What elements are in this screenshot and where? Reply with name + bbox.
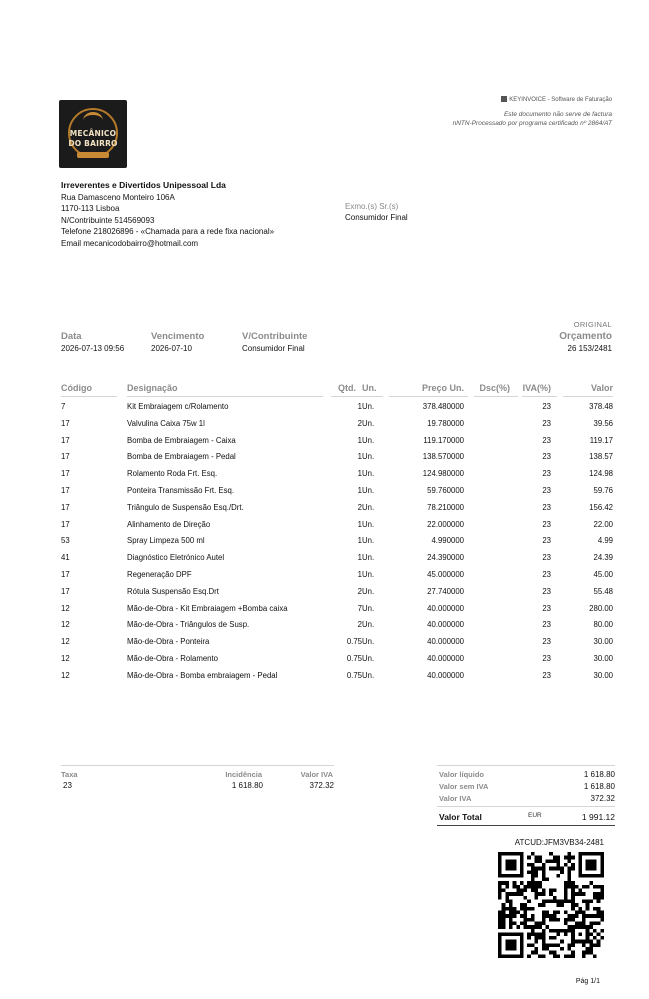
cell-unit: Un. bbox=[362, 536, 375, 546]
table-row bbox=[6, 536, 646, 553]
cell-iva: 23 bbox=[542, 553, 551, 563]
company-logo bbox=[59, 100, 127, 168]
cell-code: 17 bbox=[61, 519, 70, 529]
cell-unit: Un. bbox=[362, 435, 375, 445]
cell-iva: 23 bbox=[542, 469, 551, 479]
cell-iva: 23 bbox=[542, 502, 551, 512]
cell-code: 12 bbox=[61, 603, 70, 613]
table-row bbox=[6, 620, 646, 637]
table-row bbox=[6, 402, 646, 419]
cell-price: 40.000000 bbox=[427, 670, 464, 680]
col-unit-header: Un. bbox=[362, 383, 377, 393]
cell-code: 53 bbox=[61, 536, 70, 546]
cell-value: 4.99 bbox=[597, 536, 613, 546]
cell-code: 17 bbox=[61, 418, 70, 428]
cell-desc: Rótula Suspensão Esq.Drt bbox=[127, 586, 219, 596]
cell-qty: 7 bbox=[357, 603, 362, 613]
document-page bbox=[6, 84, 646, 996]
cell-price: 119.170000 bbox=[423, 435, 464, 445]
cell-qty: 0.75 bbox=[346, 654, 362, 663]
cell-iva: 23 bbox=[542, 620, 551, 630]
cell-unit: Un. bbox=[362, 654, 375, 663]
vat-total-label: Valor IVA bbox=[439, 794, 472, 803]
wrench-icon bbox=[83, 112, 103, 129]
cell-desc: Bomba de Embraiagem - Pedal bbox=[127, 452, 236, 462]
software-brand-name: KEYINVOICE bbox=[509, 97, 546, 103]
table-row bbox=[6, 587, 646, 604]
header-rule bbox=[61, 396, 117, 397]
cell-desc: Rolamento Roda Frt. Esq. bbox=[127, 469, 218, 479]
tax-base-value: 1 618.80 bbox=[231, 781, 263, 790]
logo-banner bbox=[77, 152, 109, 158]
table-row bbox=[6, 469, 646, 486]
vat-value: Consumidor Final bbox=[242, 344, 305, 353]
tax-vat-value: 372.32 bbox=[309, 781, 334, 790]
cell-qty: 1 bbox=[357, 402, 362, 411]
company-address2: 1170-113 Lisboa bbox=[61, 204, 120, 213]
cell-desc: Mão-de-Obra - Bomba embraiagem - Pedal bbox=[127, 670, 278, 680]
cell-value: 138.57 bbox=[589, 452, 613, 462]
cell-iva: 23 bbox=[542, 452, 551, 462]
cell-price: 40.000000 bbox=[427, 620, 464, 630]
table-row bbox=[6, 452, 646, 469]
cell-code: 12 bbox=[61, 654, 70, 663]
cell-qty: 2 bbox=[357, 418, 362, 428]
cell-desc: Triângulo de Suspensão Esq./Drt. bbox=[127, 502, 244, 512]
cell-desc: Mão-de-Obra - Rolamento bbox=[127, 654, 219, 663]
cell-unit: Un. bbox=[362, 469, 375, 479]
cell-code: 17 bbox=[61, 435, 70, 445]
net-value: 1 618.80 bbox=[583, 770, 615, 779]
keyinvoice-icon bbox=[501, 96, 507, 102]
table-row bbox=[6, 671, 646, 688]
cell-price: 40.000000 bbox=[427, 654, 464, 663]
cell-value: 24.39 bbox=[593, 553, 613, 563]
header-rule bbox=[389, 396, 468, 397]
due-value: 2026-07-10 bbox=[151, 344, 192, 353]
col-price-header: Preço Un. bbox=[421, 383, 464, 393]
cell-unit: Un. bbox=[362, 502, 375, 512]
table-row bbox=[6, 570, 646, 587]
tax-rule bbox=[61, 765, 334, 766]
header-rule bbox=[127, 396, 323, 397]
client-info bbox=[345, 201, 408, 223]
cell-qty: 1 bbox=[357, 570, 362, 579]
vat-label: V/Contribuinte bbox=[242, 331, 308, 342]
due-label: Vencimento bbox=[151, 331, 205, 342]
net-label: Valor líquido bbox=[439, 770, 485, 779]
cell-price: 19.780000 bbox=[427, 418, 464, 428]
cell-code: 41 bbox=[61, 553, 70, 563]
company-name: Irreverentes e Divertidos Unipessoal Lda bbox=[61, 180, 226, 190]
cell-value: 119.17 bbox=[589, 435, 613, 445]
cell-value: 30.00 bbox=[593, 637, 613, 647]
cell-code: 7 bbox=[61, 402, 66, 411]
cell-code: 12 bbox=[61, 620, 70, 630]
cell-unit: Un. bbox=[362, 637, 375, 647]
cell-desc: Valvulina Caixa 75w 1l bbox=[127, 418, 205, 428]
header-rule bbox=[563, 396, 613, 397]
cell-unit: Un. bbox=[362, 519, 375, 529]
cell-price: 138.570000 bbox=[422, 452, 464, 462]
no-vat-label: Valor sem IVA bbox=[439, 782, 489, 791]
cell-iva: 23 bbox=[542, 586, 551, 596]
table-row bbox=[6, 503, 646, 520]
cell-qty: 0.75 bbox=[346, 670, 362, 680]
cell-iva: 23 bbox=[542, 670, 551, 680]
table-row bbox=[6, 486, 646, 503]
table-row bbox=[6, 637, 646, 654]
cell-qty: 1 bbox=[357, 452, 362, 462]
cell-unit: Un. bbox=[362, 402, 375, 411]
cell-unit: Un. bbox=[362, 603, 375, 613]
cell-iva: 23 bbox=[542, 519, 551, 529]
cell-qty: 1 bbox=[357, 486, 362, 495]
table-row bbox=[6, 604, 646, 621]
cell-price: 45.000000 bbox=[427, 570, 464, 579]
cell-code: 17 bbox=[61, 502, 70, 512]
cell-qty: 1 bbox=[357, 519, 362, 529]
cell-qty: 0.75 bbox=[346, 637, 362, 647]
no-vat-value: 1 618.80 bbox=[583, 782, 615, 791]
cell-price: 124.980000 bbox=[422, 469, 464, 479]
logo-line2: DO BAIRRO bbox=[68, 139, 118, 148]
cell-unit: Un. bbox=[362, 418, 375, 428]
copy-label: ORIGINAL bbox=[573, 320, 612, 329]
top-margin bbox=[0, 0, 649, 82]
company-address1: Rua Damasceno Monteiro 106A bbox=[61, 192, 175, 202]
cell-iva: 23 bbox=[542, 570, 551, 579]
cell-qty: 1 bbox=[357, 435, 362, 445]
cell-desc: Mão-de-Obra - Triângulos de Susp. bbox=[127, 620, 250, 630]
cell-code: 12 bbox=[61, 637, 70, 647]
cell-desc: Ponteira Transmissão Frt. Esq. bbox=[127, 486, 235, 495]
cell-value: 156.42 bbox=[589, 502, 613, 512]
cell-price: 24.390000 bbox=[427, 553, 464, 563]
logo-line1: MECÂNICO bbox=[69, 129, 117, 138]
page-number: Pág 1/1 bbox=[575, 978, 600, 985]
cell-iva: 23 bbox=[542, 435, 551, 445]
totals-rule bbox=[437, 806, 615, 807]
cell-value: 45.00 bbox=[593, 570, 613, 579]
cell-value: 55.48 bbox=[593, 586, 613, 596]
certification-note: nNTN-Processado por programa certificado nº 2864/AT bbox=[452, 120, 612, 127]
cell-value: 30.00 bbox=[593, 670, 613, 680]
cell-qty: 2 bbox=[357, 502, 362, 512]
header-rule bbox=[522, 396, 557, 397]
cell-unit: Un. bbox=[362, 553, 375, 563]
document-type: Orçamento bbox=[559, 331, 612, 342]
cell-value: 59.76 bbox=[593, 486, 613, 495]
client-label: Exmo.(s) Sr.(s) bbox=[345, 202, 399, 211]
table-row bbox=[6, 553, 646, 570]
cell-desc: Regeneração DPF bbox=[127, 570, 192, 579]
cell-iva: 23 bbox=[542, 402, 551, 411]
cell-code: 17 bbox=[61, 452, 70, 462]
cell-desc: Bomba de Embraiagem - Caixa bbox=[127, 435, 236, 445]
client-name: Consumidor Final bbox=[345, 213, 408, 222]
cell-qty: 1 bbox=[357, 469, 362, 479]
tax-rate-header: Taxa bbox=[61, 770, 78, 779]
cell-code: 17 bbox=[61, 586, 70, 596]
software-brand bbox=[501, 96, 612, 103]
table-row bbox=[6, 654, 646, 671]
cell-price: 22.000000 bbox=[427, 519, 464, 529]
qr-code bbox=[498, 852, 604, 958]
col-desc-header: Designação bbox=[127, 383, 178, 393]
cell-unit: Un. bbox=[362, 586, 375, 596]
company-nif: N/Contribuinte 514569093 bbox=[61, 215, 155, 225]
tax-vat-header: Valor IVA bbox=[300, 770, 333, 779]
cell-desc: Diagnóstico Eletrónico Autel bbox=[127, 553, 225, 563]
cell-desc: Mão-de-Obra - Kit Embraiagem +Bomba caixa bbox=[127, 603, 288, 613]
table-row bbox=[6, 436, 646, 453]
totals-rule bbox=[437, 765, 615, 766]
tax-rate-value: 23 bbox=[63, 781, 72, 790]
cell-code: 12 bbox=[61, 670, 70, 680]
cell-value: 280.00 bbox=[589, 603, 613, 613]
software-brand-suffix: - Software de Faturação bbox=[547, 97, 612, 103]
col-disc-header: Dsc(%) bbox=[479, 383, 510, 393]
cell-desc: Spray Limpeza 500 ml bbox=[127, 536, 205, 546]
cell-unit: Un. bbox=[362, 570, 375, 579]
cell-value: 39.56 bbox=[593, 418, 613, 428]
total-label: Valor Total bbox=[439, 812, 482, 822]
cell-desc: Kit Embraiagem c/Rolamento bbox=[127, 402, 229, 411]
currency: EUR bbox=[528, 812, 542, 819]
not-invoice-note: Este documento não serve de factura bbox=[503, 111, 612, 118]
cell-price: 4.990000 bbox=[431, 536, 464, 546]
totals-rule bbox=[437, 825, 615, 826]
cell-value: 378.48 bbox=[589, 402, 613, 411]
cell-price: 40.000000 bbox=[427, 637, 464, 647]
date-value: 2026-07-13 09:56 bbox=[61, 344, 125, 353]
cell-desc: Alinhamento de Direção bbox=[127, 519, 211, 529]
cell-unit: Un. bbox=[362, 452, 375, 462]
company-info bbox=[61, 180, 274, 249]
cell-price: 27.740000 bbox=[427, 586, 464, 596]
cell-value: 22.00 bbox=[593, 519, 613, 529]
cell-iva: 23 bbox=[542, 654, 551, 663]
document-number: 26 153/2481 bbox=[567, 344, 612, 353]
col-iva-header: IVA(%) bbox=[522, 383, 551, 393]
cell-value: 80.00 bbox=[593, 620, 613, 630]
table-row bbox=[6, 419, 646, 436]
header-rule bbox=[474, 396, 518, 397]
cell-price: 40.000000 bbox=[427, 603, 464, 613]
cell-code: 17 bbox=[61, 486, 70, 495]
cell-unit: Un. bbox=[362, 486, 375, 495]
cell-price: 378.480000 bbox=[422, 402, 464, 411]
col-qty-header: Qtd. bbox=[338, 383, 356, 393]
cell-value: 30.00 bbox=[593, 654, 613, 663]
cell-desc: Mão-de-Obra - Ponteira bbox=[127, 637, 210, 647]
cell-code: 17 bbox=[61, 570, 70, 579]
cell-iva: 23 bbox=[542, 418, 551, 428]
cell-qty: 1 bbox=[357, 536, 362, 546]
cell-unit: Un. bbox=[362, 670, 375, 680]
col-code-header: Código bbox=[61, 383, 92, 393]
cell-iva: 23 bbox=[542, 637, 551, 647]
cell-qty: 1 bbox=[357, 553, 362, 563]
cell-price: 78.210000 bbox=[427, 502, 464, 512]
cell-iva: 23 bbox=[542, 486, 551, 495]
company-email: Email mecanicodobairro@hotmail.com bbox=[61, 238, 199, 248]
vat-total-value: 372.32 bbox=[590, 794, 615, 803]
date-label: Data bbox=[61, 331, 82, 342]
cell-iva: 23 bbox=[542, 603, 551, 613]
cell-value: 124.98 bbox=[589, 469, 613, 479]
table-row bbox=[6, 520, 646, 537]
header-rule bbox=[331, 396, 383, 397]
cell-code: 17 bbox=[61, 469, 70, 479]
cell-qty: 2 bbox=[357, 620, 362, 630]
cell-iva: 23 bbox=[542, 536, 551, 546]
cell-price: 59.760000 bbox=[427, 486, 464, 495]
tax-base-header: Incidência bbox=[225, 770, 262, 779]
grand-total: 1 991.12 bbox=[581, 812, 615, 822]
cell-unit: Un. bbox=[362, 620, 375, 630]
col-value-header: Valor bbox=[590, 383, 613, 393]
company-phone: Telefone 218026896 - «Chamada para a rede fixa nacional» bbox=[61, 227, 275, 236]
cell-qty: 2 bbox=[357, 586, 362, 596]
atcud-code: ATCUD:JFM3VB34-2481 bbox=[514, 838, 604, 847]
